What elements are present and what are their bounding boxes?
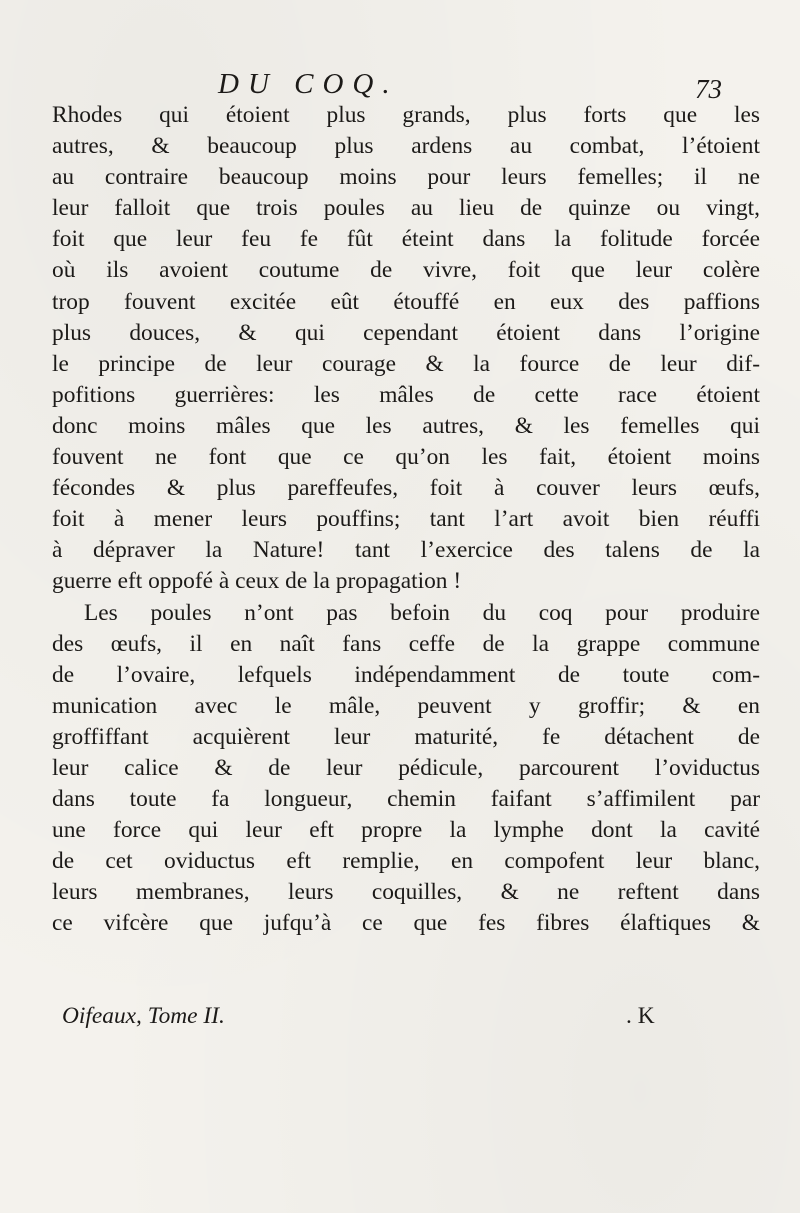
text-line: au contraire beaucoup moins pour leurs femelles; il ne [52,164,760,191]
page-footer [62,1003,752,1035]
text-line: autres, & beaucoup plus ardens au combat, l’étoient [52,133,760,160]
text-line: une force qui leur eft propre la lymphe dont la cavité [52,817,760,844]
text-line: fécondes & plus pareffeufes, foit à couver leurs œufs, [52,475,760,502]
text-line: leurs membranes, leurs coquilles, & ne reftent dans [52,879,760,906]
text-line: Les poules n’ont pas befoin du coq pour produire [84,599,760,626]
text-line: foit que leur feu fe fût éteint dans la folitude forcée [52,226,760,253]
text-line: trop fouvent excitée eût étouffé en eux des paffions [52,288,760,315]
running-title: DU COQ. [218,68,399,100]
text-line: plus douces, & qui cependant étoient dans l’origine [52,319,760,346]
text-line: donc moins mâles que les autres, & les femelles qui [52,412,760,439]
running-head [0,60,800,104]
text-line: de l’ovaire, lefquels indépendamment de toute com- [52,661,760,688]
signature-mark: . K [626,1003,655,1029]
text-line: guerre eft oppofé à ceux de la propagation ! [52,568,462,595]
text-line: dans toute fa longueur, chemin faifant s’affimilent par [52,786,760,813]
text-line: le principe de leur courage & la fource de leur dif- [52,350,760,377]
text-line: Rhodes qui étoient plus grands, plus forts que les [52,102,760,128]
text-line: pofitions guerrières: les mâles de cette race étoient [52,381,760,408]
text-line: de cet oviductus eft remplie, en compofent leur blanc, [52,848,760,875]
text-line: ce vifcère que jufqu’à ce que fes fibres élaftiques & [52,910,760,937]
text-line: groffiffant acquièrent leur maturité, fe détachent de [52,723,760,750]
text-line: où ils avoient coutume de vivre, foit que leur colère [52,257,760,284]
text-line: leur falloit que trois poules au lieu de quinze ou vingt, [52,195,760,222]
text-line: munication avec le mâle, peuvent y groffir; & en [52,692,760,719]
footer-book-title: Oifeaux, Tome II. [62,1003,225,1029]
text-line: des œufs, il en naît fans ceffe de la grappe commune [52,630,760,657]
text-line: leur calice & de leur pédicule, parcourent l’oviductus [52,754,760,781]
body-text [52,100,760,940]
text-line: fouvent ne font que ce qu’on les fait, étoient moins [52,444,760,471]
page-number: 73 [695,74,722,104]
text-line: à dépraver la Nature! tant l’exercice des talens de la [52,537,760,564]
text-line: foit à mener leurs pouffins; tant l’art avoit bien réuffi [52,506,760,533]
